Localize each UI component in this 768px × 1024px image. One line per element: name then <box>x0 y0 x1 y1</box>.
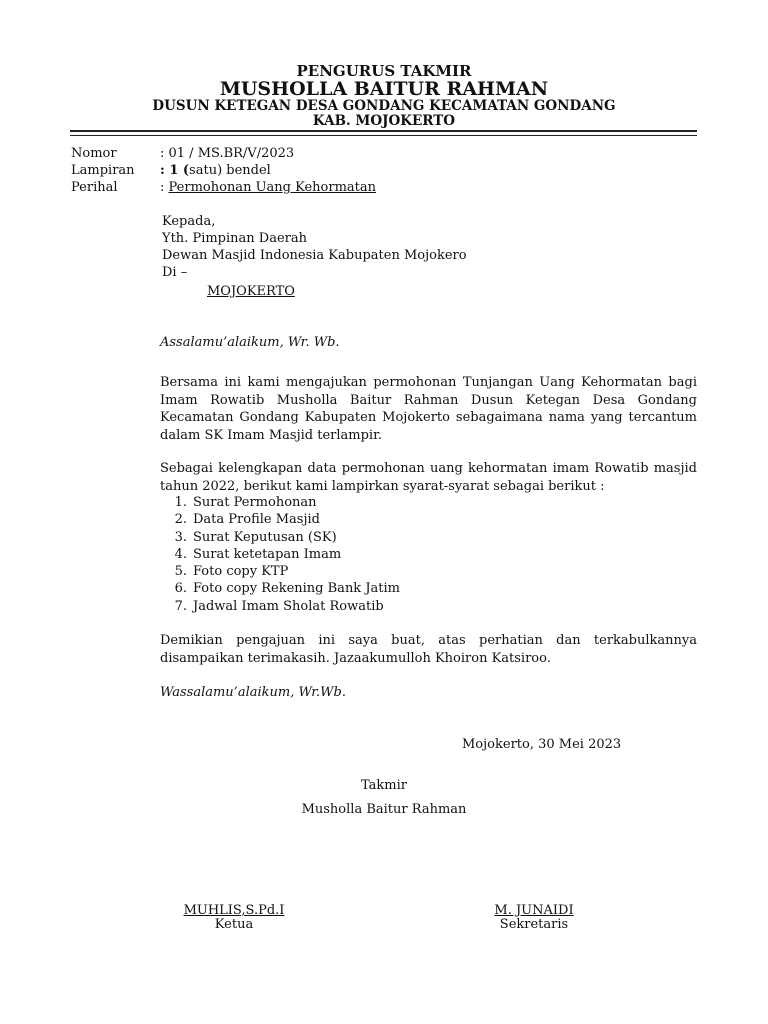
list-item-text: Surat ketetapan Imam <box>193 546 342 562</box>
recipient-di: Di – <box>162 265 188 280</box>
signatory-right-name: M. JUNAIDI <box>494 903 574 918</box>
list-item-text: Surat Permohonan <box>193 495 317 510</box>
list-item <box>160 563 697 580</box>
recipient-kepada: Kepada, <box>162 214 216 229</box>
greeting: Assalamu’alaikum, Wr. Wb. <box>160 335 340 350</box>
recipient-city: MOJOKERTO <box>207 284 295 299</box>
list-item-text: Foto copy Rekening Bank Jatim <box>193 581 400 597</box>
requirements-list <box>160 494 697 615</box>
place-date: Mojokerto, 30 Mei 2023 <box>462 737 622 752</box>
org-name: Musholla Baitur Rahman <box>301 802 467 817</box>
list-item <box>160 529 697 546</box>
perihal-subject: Permohonan Uang Kehormatan <box>168 180 376 195</box>
closing-salutation: Wassalamu’alaikum, Wr.Wb. <box>160 685 346 700</box>
lampiran-count: : 1 ( <box>160 163 190 178</box>
list-item-text: Data Profile Masjid <box>193 512 320 528</box>
list-item-number: 6. <box>174 581 187 597</box>
recipient-line-1: Yth. Pimpinan Daerah <box>162 231 307 246</box>
letterhead-regency: KAB. MOJOKERTO <box>312 113 456 129</box>
list-item <box>160 598 697 615</box>
lampiran-value <box>160 163 271 178</box>
nomor-value: : 01 / MS.BR/V/2023 <box>160 146 295 161</box>
list-item-number: 4. <box>174 546 187 562</box>
letterhead-org-name: MUSHOLLA BAITUR RAHMAN <box>219 78 549 100</box>
list-item <box>160 494 697 511</box>
list-item-number: 3. <box>174 529 187 545</box>
org-title: Takmir <box>361 778 407 793</box>
letterhead-line-1: PENGURUS TAKMIR <box>296 62 472 80</box>
nomor-label: Nomor <box>71 146 117 161</box>
list-item-text: Foto copy KTP <box>193 564 289 580</box>
paragraph-closing: Demikian pengajuan ini saya buat, atas perhatian dan terkabulkannya disampaikan terimakasih. Jazaakumulloh Khoiron Katsiroo. <box>160 633 697 666</box>
list-item-text: Surat Keputusan (SK) <box>193 529 337 545</box>
perihal-label: Perihal <box>71 180 118 195</box>
lampiran-label: Lampiran <box>71 163 135 178</box>
perihal-value <box>160 180 376 195</box>
list-item-number: 2. <box>174 512 187 528</box>
letterhead-divider-thin <box>70 135 697 136</box>
signatory-right-title: Sekretaris <box>499 917 569 932</box>
list-item-number: 1. <box>174 495 187 510</box>
signatory-left-name: MUHLIS,S.Pd.I <box>183 903 285 918</box>
letterhead-address: DUSUN KETEGAN DESA GONDANG KECAMATAN GONDANG <box>152 98 616 114</box>
list-item <box>160 511 697 528</box>
list-item <box>160 580 697 597</box>
list-item <box>160 546 697 563</box>
recipient-line-2: Dewan Masjid Indonesia Kabupaten Mojokero <box>162 248 467 263</box>
paragraph-requirements: Sebagai kelengkapan data permohonan uang kehormatan imam Rowatib masjid tahun 2022, berikut kami lampirkan syarat-syarat sebagai berikut : <box>160 461 697 494</box>
letterhead-divider-thick <box>70 130 697 132</box>
signatory-left-title: Ketua <box>214 917 254 932</box>
list-item-text: Jadwal Imam Sholat Rowatib <box>193 598 384 614</box>
list-item-number: 5. <box>174 564 187 580</box>
lampiran-text: satu) bendel <box>189 163 271 178</box>
list-item-number: 7. <box>174 598 187 614</box>
paragraph-intro: Bersama ini kami mengajukan permohonan Tunjangan Uang Kehormatan bagi Imam Rowatib Musholla Baitur Rahman Dusun Ketegan Desa Gondang Kecamatan Gondang Kabupaten Mojokerto sebagaimana nama yang tercantum dalam SK Imam Masjid terlampir. <box>160 375 697 443</box>
perihal-colon: : <box>160 180 169 195</box>
